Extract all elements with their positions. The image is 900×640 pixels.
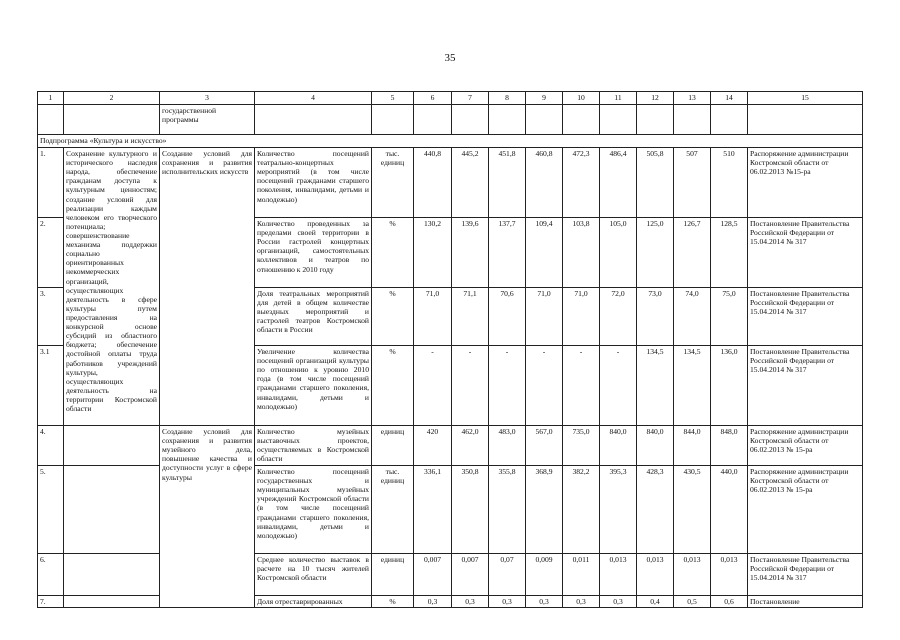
value-cell: 71,0 bbox=[563, 288, 600, 346]
value-cell: 0,3 bbox=[563, 596, 600, 608]
indicator-text: Среднее количество выставок в расчете на 10 тысяч жителей Костромской области bbox=[255, 554, 372, 596]
continuation-text: государственной программы bbox=[160, 105, 255, 135]
value-cell: 71,1 bbox=[452, 288, 489, 346]
column-number-row bbox=[38, 92, 863, 105]
value-cell: 70,6 bbox=[489, 288, 526, 346]
value-cell: 136,0 bbox=[711, 346, 748, 426]
value-cell: 134,5 bbox=[637, 346, 674, 426]
value-cell: 0,009 bbox=[526, 554, 563, 596]
source-cell: Постановление Правительства Российской Федерации от 15.04.2014 № 317 bbox=[748, 218, 863, 288]
value-cell: 445,2 bbox=[452, 148, 489, 218]
value-cell: 428,3 bbox=[637, 466, 674, 554]
value-cell: 0,4 bbox=[637, 596, 674, 608]
row-number: 2. bbox=[38, 218, 64, 288]
value-cell: 848,0 bbox=[711, 426, 748, 466]
source-cell: Распоряжение администрации Костромской области от 06.02.2013 №15-ра bbox=[748, 148, 863, 218]
value-cell: 844,0 bbox=[674, 426, 711, 466]
value-cell: 355,8 bbox=[489, 466, 526, 554]
indicator-text: Увеличение количества посещений организаций культуры по отношению к уровню 2010 года (в том числе посещений гражданами старшего поколения, инвалидами, детьми и молодежью) bbox=[255, 346, 372, 426]
col-number: 6 bbox=[414, 92, 452, 105]
value-cell: 0,007 bbox=[414, 554, 452, 596]
col-number: 10 bbox=[563, 92, 600, 105]
col-number: 11 bbox=[600, 92, 637, 105]
col-number: 8 bbox=[489, 92, 526, 105]
subprogram-title: Подпрограмма «Культура и искусство» bbox=[38, 135, 863, 148]
value-cell: 483,0 bbox=[489, 426, 526, 466]
col-number: 13 bbox=[674, 92, 711, 105]
row-number: 3. bbox=[38, 288, 64, 346]
value-cell: 126,7 bbox=[674, 218, 711, 288]
subprogram-row bbox=[38, 135, 863, 148]
col-number: 7 bbox=[452, 92, 489, 105]
value-cell: 368,9 bbox=[526, 466, 563, 554]
value-cell: 0,3 bbox=[489, 596, 526, 608]
source-cell: Постановление Правительства Российской Федерации от 15.04.2014 № 317 bbox=[748, 554, 863, 596]
row-number: 3.1 bbox=[38, 346, 64, 426]
value-cell: 567,0 bbox=[526, 426, 563, 466]
row-number: 7. bbox=[38, 596, 64, 608]
value-cell: 0,007 bbox=[452, 554, 489, 596]
value-cell: 74,0 bbox=[674, 288, 711, 346]
value-cell: 395,3 bbox=[600, 466, 637, 554]
unit-cell: единиц bbox=[372, 426, 414, 466]
value-cell: 139,6 bbox=[452, 218, 489, 288]
value-cell: 382,2 bbox=[563, 466, 600, 554]
value-cell: 0,3 bbox=[526, 596, 563, 608]
value-cell: 472,3 bbox=[563, 148, 600, 218]
value-cell: 0,5 bbox=[674, 596, 711, 608]
row-number: 1. bbox=[38, 148, 64, 218]
row-number: 6. bbox=[38, 554, 64, 596]
value-cell: 735,0 bbox=[563, 426, 600, 466]
indicator-text: Количество музейных выставочных проектов, осуществляемых в Костромской области bbox=[255, 426, 372, 466]
value-cell: - bbox=[452, 346, 489, 426]
indicators-table bbox=[37, 91, 863, 608]
value-cell: - bbox=[526, 346, 563, 426]
indicator-text: Доля отреставрированных bbox=[255, 596, 372, 608]
table-row bbox=[38, 148, 863, 218]
value-cell: 103,8 bbox=[563, 218, 600, 288]
col-number: 12 bbox=[637, 92, 674, 105]
value-cell: 73,0 bbox=[637, 288, 674, 346]
value-cell: 505,8 bbox=[637, 148, 674, 218]
value-cell: 840,0 bbox=[637, 426, 674, 466]
page-number: 35 bbox=[444, 52, 456, 64]
value-cell: 105,0 bbox=[600, 218, 637, 288]
col-number: 15 bbox=[748, 92, 863, 105]
value-cell: 0,013 bbox=[637, 554, 674, 596]
col-number: 14 bbox=[711, 92, 748, 105]
value-cell: 75,0 bbox=[711, 288, 748, 346]
value-cell: 460,8 bbox=[526, 148, 563, 218]
value-cell: 128,5 bbox=[711, 218, 748, 288]
value-cell: 71,0 bbox=[414, 288, 452, 346]
unit-cell: % bbox=[372, 346, 414, 426]
value-cell: 71,0 bbox=[526, 288, 563, 346]
value-cell: 134,5 bbox=[674, 346, 711, 426]
value-cell: 137,7 bbox=[489, 218, 526, 288]
value-cell: 0,07 bbox=[489, 554, 526, 596]
source-cell: Постановление Правительства Российской Федерации от 15.04.2014 № 317 bbox=[748, 288, 863, 346]
value-cell: 0,6 bbox=[711, 596, 748, 608]
source-cell: Распоряжение администрации Костромской области от 06.02.2013 № 15-ра bbox=[748, 426, 863, 466]
value-cell: 0,3 bbox=[414, 596, 452, 608]
value-cell: 336,1 bbox=[414, 466, 452, 554]
value-cell: - bbox=[489, 346, 526, 426]
value-cell: 0,013 bbox=[711, 554, 748, 596]
value-cell: 440,0 bbox=[711, 466, 748, 554]
col-number: 4 bbox=[255, 92, 372, 105]
value-cell: 125,0 bbox=[637, 218, 674, 288]
value-cell: 0,013 bbox=[674, 554, 711, 596]
col-number: 2 bbox=[64, 92, 160, 105]
value-cell: 430,5 bbox=[674, 466, 711, 554]
unit-cell: единиц bbox=[372, 554, 414, 596]
value-cell: 130,2 bbox=[414, 218, 452, 288]
value-cell: 840,0 bbox=[600, 426, 637, 466]
value-cell: 510 bbox=[711, 148, 748, 218]
col-number: 9 bbox=[526, 92, 563, 105]
value-cell: 72,0 bbox=[600, 288, 637, 346]
goal-performing-arts: Создание условий для сохранения и развития исполнительских искусств bbox=[160, 148, 255, 426]
unit-cell: тыс. единиц bbox=[372, 466, 414, 554]
indicator-text: Количество посещений театрально-концертных мероприятий (в том числе посещений гражданами старшего поколения, инвалидами, детьми и молодежью) bbox=[255, 148, 372, 218]
indicator-text: Количество посещений государственных и муниципальных музейных учреждений Костромской области (в том числе посещений гражданами старшего поколения, инвалидами, детьми и молодежью) bbox=[255, 466, 372, 554]
value-cell: 0,013 bbox=[600, 554, 637, 596]
value-cell: 420 bbox=[414, 426, 452, 466]
value-cell: 109,4 bbox=[526, 218, 563, 288]
col-number: 3 bbox=[160, 92, 255, 105]
value-cell: - bbox=[600, 346, 637, 426]
value-cell: - bbox=[563, 346, 600, 426]
col-number: 1 bbox=[38, 92, 64, 105]
value-cell: 350,8 bbox=[452, 466, 489, 554]
value-cell: 0,3 bbox=[600, 596, 637, 608]
source-cell: Постановление Правительства Российской Федерации от 15.04.2014 № 317 bbox=[748, 346, 863, 426]
value-cell: 486,4 bbox=[600, 148, 637, 218]
value-cell: 0,3 bbox=[452, 596, 489, 608]
value-cell: 0,011 bbox=[563, 554, 600, 596]
continuation-row bbox=[38, 105, 863, 135]
value-cell: 440,8 bbox=[414, 148, 452, 218]
unit-cell: % bbox=[372, 596, 414, 608]
indicator-text: Количество проведенных за пределами своей территории в России гастролей концертных организаций, самостоятельных коллективов и театров по отношению к 2010 году bbox=[255, 218, 372, 288]
unit-cell: тыс. единиц bbox=[372, 148, 414, 218]
row-number: 5. bbox=[38, 466, 64, 554]
value-cell: 451,8 bbox=[489, 148, 526, 218]
indicator-text: Доля театральных мероприятий для детей в общем количестве выездных мероприятий и гастролей театров Костромской области в России bbox=[255, 288, 372, 346]
value-cell: - bbox=[414, 346, 452, 426]
source-cell: Распоряжение администрации Костромской области от 06.02.2013 № 15-ра bbox=[748, 466, 863, 554]
row-number: 4. bbox=[38, 426, 64, 466]
goal-museums: Создание условий для сохранения и развития музейного дела, повышение качества и доступности услуг в сфере культуры bbox=[160, 426, 255, 608]
value-cell: 507 bbox=[674, 148, 711, 218]
source-cell: Постановление bbox=[748, 596, 863, 608]
value-cell: 462,0 bbox=[452, 426, 489, 466]
unit-cell: % bbox=[372, 218, 414, 288]
task-text: Сохранение культурного и исторического наследия народа, обеспечение гражданам доступа к культурным ценностям; создание условий для реализации каждым человеком его творческого потенциала; совершенствование механизма поддержки социально ориентированных некоммерческих организаций, осуществляющих деятельность в сфере культуры путем предоставления на конкурсной основе субсидий из областного бюджета; обеспечение достойной оплаты труда работников учреждений культуры, осуществляющих деятельность на территории Костромской области bbox=[64, 148, 160, 426]
unit-cell: % bbox=[372, 288, 414, 346]
col-number: 5 bbox=[372, 92, 414, 105]
table-row bbox=[38, 426, 863, 466]
